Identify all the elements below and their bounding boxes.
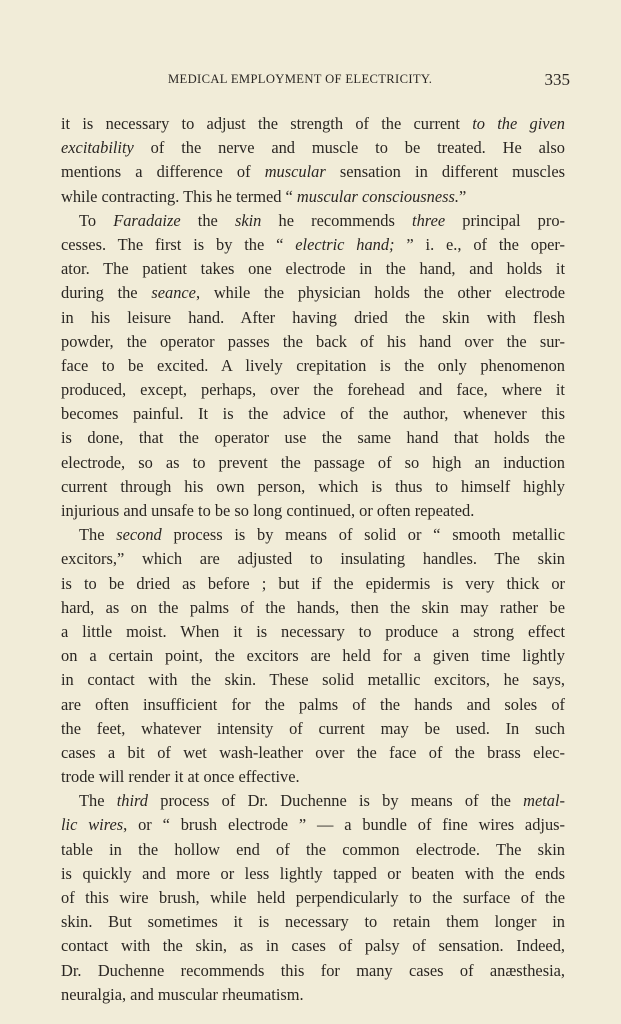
text-run: sensation in different muscles <box>325 162 565 182</box>
text-run: The <box>79 791 117 811</box>
text-line <box>61 136 565 160</box>
text-run: The <box>79 525 117 545</box>
text-run: neuralgia, and muscular rheumatism. <box>61 984 304 1004</box>
text-run: injurious and unsafe to be so long continued, or often repeated. <box>61 501 475 520</box>
italic-text: muscular <box>264 162 326 182</box>
italic-text: second <box>116 525 162 545</box>
italic-text: Faradaize <box>113 210 181 230</box>
text-line <box>61 838 565 862</box>
italic-text: excitability <box>61 138 134 158</box>
text-run: he recommends <box>261 210 413 230</box>
text-line <box>61 547 565 571</box>
text-line <box>61 717 565 741</box>
text-run: ” i. e., of the oper- <box>394 234 566 254</box>
italic-text: seance <box>151 283 196 303</box>
text-line <box>61 596 565 620</box>
text-run: of this wire brush, while held perpendicularly to the surface of the <box>61 888 565 907</box>
text-run: trode will render it at once effective. <box>61 767 300 787</box>
text-run: , while the physician holds the other electrode <box>195 283 565 303</box>
text-line <box>61 378 565 402</box>
text-line <box>61 983 565 1007</box>
text-run: is done, that the operator use the same hand that holds the <box>61 428 565 448</box>
text-run: ” <box>459 186 467 206</box>
text-line <box>61 257 565 281</box>
running-title: MEDICAL EMPLOYMENT OF ELECTRICITY. <box>168 72 433 86</box>
text-line <box>61 668 565 692</box>
text-run: the <box>180 210 235 230</box>
text-run: in his leisure hand. After having dried the skin with flesh <box>61 307 565 327</box>
page-number: 335 <box>544 70 570 89</box>
text-run: contact with the skin, as in cases of palsy of sensation. Indeed, <box>61 936 565 956</box>
text-line <box>61 934 565 958</box>
text-run: cases a bit of wet wash-leather over the face of the brass elec- <box>61 742 565 762</box>
text-line <box>61 209 565 233</box>
text-run: becomes painful. It is the advice of the author, whenever this <box>61 404 565 424</box>
text-run: table in the hollow end of the common electrode. The skin <box>61 839 565 859</box>
italic-text: skin <box>234 210 262 230</box>
italic-text: electric hand; <box>295 234 395 254</box>
text-line <box>61 813 565 837</box>
text-line <box>61 620 565 644</box>
text-run: principal pro- <box>445 210 565 230</box>
text-run: , or “ brush electrode ” — a bundle of fine wires adjus- <box>123 815 565 835</box>
text-line <box>61 426 565 450</box>
text-line <box>61 959 565 983</box>
italic-text: lic wires <box>61 815 124 835</box>
text-run: powder, the operator passes the back of his hand over the sur- <box>61 331 565 351</box>
text-run: electrode, so as to prevent the passage of so high an induction <box>61 452 565 472</box>
italic-text: metal- <box>523 791 565 811</box>
text-run: cesses. The first is by the “ <box>61 234 296 254</box>
text-line <box>61 354 565 378</box>
text-line <box>61 572 565 596</box>
text-run: in contact with the skin. These solid metallic excitors, he says, <box>61 670 565 690</box>
text-run: while contracting. This he termed “ <box>61 186 297 206</box>
text-line <box>61 765 565 789</box>
text-run: the feet, whatever intensity of current may be used. In such <box>61 718 565 738</box>
text-line <box>61 160 565 184</box>
text-run: is quickly and more or less lightly tapped or beaten with the ends <box>61 863 565 883</box>
text-run: of the nerve and muscle to be treated. He also <box>133 138 565 158</box>
text-line <box>61 910 565 934</box>
text-run: produced, except, perhaps, over the forehead and face, where it <box>61 380 565 400</box>
body-text <box>61 112 565 1007</box>
text-run: Dr. Duchenne recommends this for many cases of anæsthesia, <box>61 960 565 980</box>
text-line <box>61 741 565 765</box>
text-run: current through his own person, which is thus to himself highly <box>61 476 565 496</box>
text-line <box>61 451 565 475</box>
italic-text: muscular consciousness. <box>296 186 459 206</box>
text-line <box>61 475 565 499</box>
text-run: To <box>79 210 114 230</box>
text-line <box>61 306 565 330</box>
text-line <box>61 789 565 813</box>
text-line <box>61 499 565 523</box>
text-run: excitors,” which are adjusted to insulating handles. The skin <box>61 549 565 569</box>
text-line <box>61 693 565 717</box>
text-run: a little moist. When it is necessary to produce a strong effect <box>61 621 565 641</box>
text-line <box>61 185 565 209</box>
text-line <box>61 886 565 910</box>
text-run: process is by means of solid or “ smooth metallic <box>161 525 565 545</box>
text-line <box>61 523 565 547</box>
italic-text: to the given <box>472 114 565 133</box>
italic-text: third <box>116 791 149 811</box>
text-run: ator. The patient takes one electrode in the hand, and holds it <box>61 259 565 279</box>
text-line <box>61 233 565 257</box>
text-line <box>61 402 565 426</box>
text-run: face to be excited. A lively crepitation is the only phenomenon <box>61 355 565 375</box>
text-run: during the <box>61 283 152 303</box>
text-run: skin. But sometimes it is necessary to retain them longer in <box>61 912 565 932</box>
text-line <box>61 330 565 354</box>
text-line <box>61 281 565 305</box>
text-line <box>61 862 565 886</box>
text-run: are often insufficient for the palms of the hands and soles of <box>61 694 565 714</box>
text-run: on a certain point, the excitors are held for a given time lightly <box>61 646 565 666</box>
text-run: process of Dr. Duchenne is by means of the <box>148 791 524 811</box>
text-run: hard, as on the palms of the hands, then the skin may rather be <box>61 597 565 617</box>
text-run: is to be dried as before ; but if the epidermis is very thick or <box>61 573 565 593</box>
text-line <box>61 644 565 668</box>
running-head <box>60 70 570 94</box>
text-line <box>61 112 565 136</box>
text-run: it is necessary to adjust the strength of the current <box>61 114 473 133</box>
text-run: mentions a difference of <box>61 162 265 182</box>
italic-text: three <box>412 210 446 230</box>
